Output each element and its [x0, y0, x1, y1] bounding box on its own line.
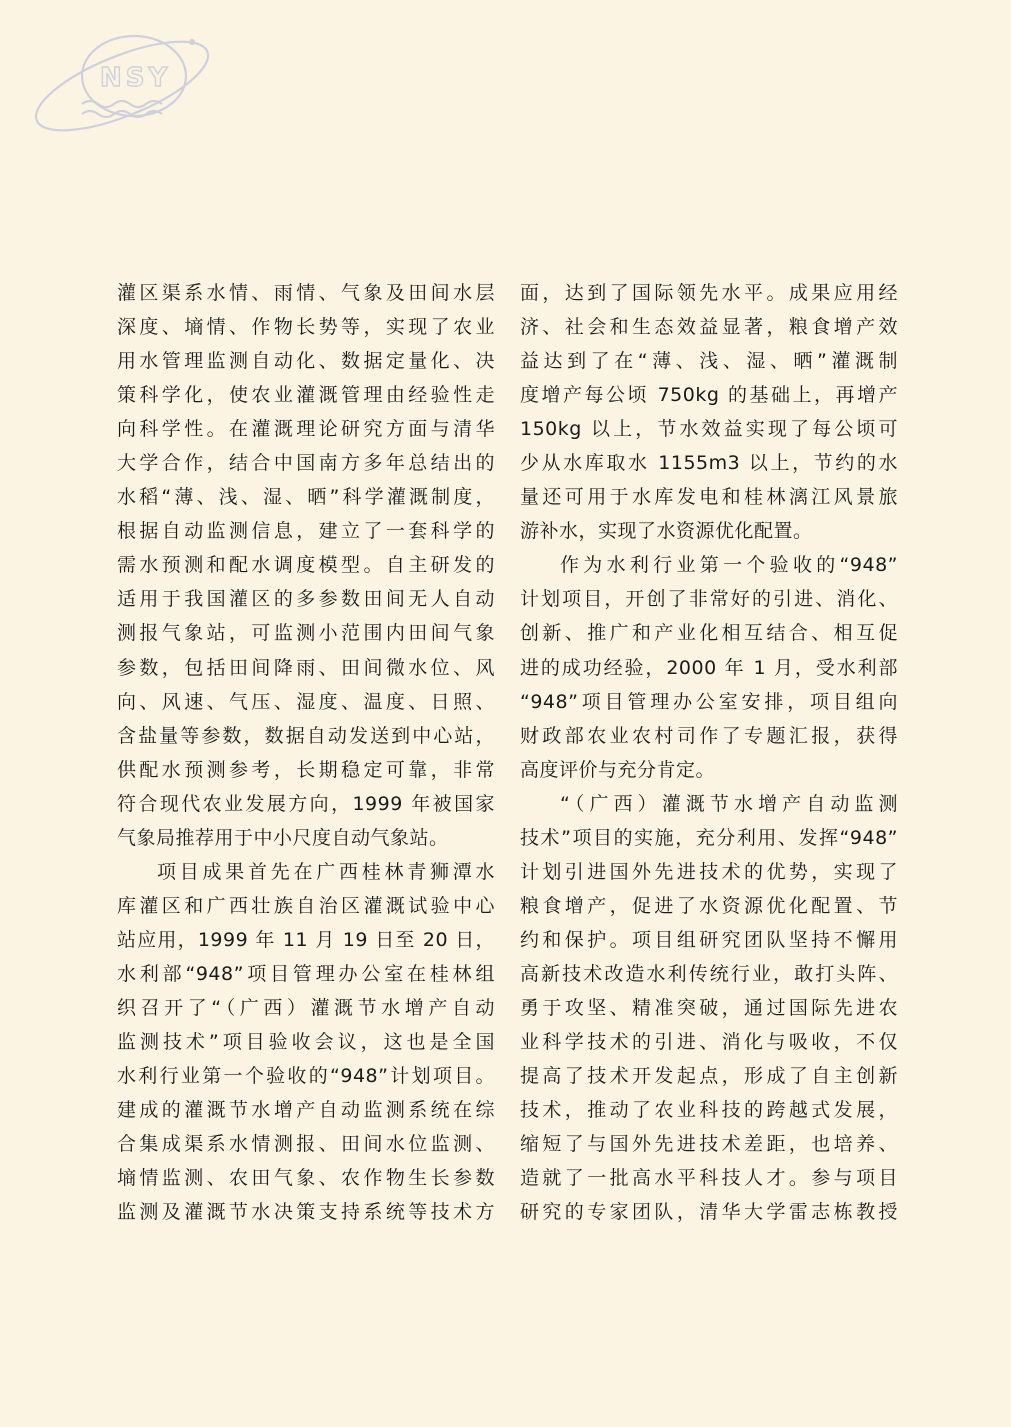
right-paragraph-1 [520, 276, 898, 548]
text-line: “948”项目管理办公室安排，项目组向 [520, 690, 898, 713]
text-line: 财政部农业农村司作了专题汇报，获得 [520, 724, 898, 747]
text-line: 站应用，1999 年 11 月 19 日至 20 日， [117, 928, 495, 951]
left-paragraph-2 [117, 855, 495, 1230]
text-line: 业科学技术的引进、消化与吸收，不仅 [520, 1031, 898, 1054]
nsy-logo [22, 24, 222, 134]
text-line: 量还可用于水库发电和桂林漓江风景旅 [520, 486, 898, 509]
text-line: 用水管理监测自动化、数据定量化、决 [117, 350, 495, 373]
text-line: 益达到了在“薄、浅、湿、晒”灌溉制 [520, 350, 898, 373]
text-line: 水利行业第一个验收的“948”计划项目。 [117, 1065, 495, 1088]
text-line: 根据自动监测信息，建立了一套科学的 [117, 520, 495, 543]
text-line: 150kg 以上，节水效益实现了每公顷可 [520, 418, 898, 441]
text-line: 监测技术”项目验收会议，这也是全国 [117, 1031, 495, 1054]
text-line: 提高了技术开发起点，形成了自主创新 [520, 1065, 898, 1088]
text-line: 符合现代农业发展方向，1999 年被国家 [117, 792, 495, 815]
text-line: 库灌区和广西壮族自治区灌溉试验中心 [117, 894, 495, 917]
text-line: 含盐量等参数，数据自动发送到中心站， [117, 724, 495, 747]
text-line: 策科学化，使农业灌溉管理由经验性走 [117, 384, 495, 407]
text-line: 织召开了“（广西）灌溉节水增产自动 [117, 996, 495, 1019]
text-line: 灌区渠系水情、雨情、气象及田间水层 [117, 282, 495, 304]
text-line: 大学合作，结合中国南方多年总结出的 [117, 452, 495, 475]
text-line: 少从水库取水 1155m3 以上，节约的水 [520, 452, 898, 475]
text-line: 测报气象站，可监测小范围内田间气象 [117, 622, 495, 645]
right-paragraph-3 [520, 787, 898, 1230]
text-line: 作为水利行业第一个验收的“948” [560, 554, 898, 577]
text-line: 缩短了与国外先进技术差距，也培养、 [520, 1133, 898, 1156]
text-line: 深度、墒情、作物长势等，实现了农业 [117, 316, 495, 339]
left-paragraph-1 [117, 276, 495, 855]
right-paragraph-2 [520, 548, 898, 786]
text-line: “（广西）灌溉节水增产自动监测 [560, 792, 898, 815]
text-line: 济、社会和生态效益显著，粮食增产效 [520, 316, 898, 339]
text-line: 监测及灌溉节水决策支持系统等技术方 [117, 1201, 495, 1224]
text-line: 粮食增产，促进了水资源优化配置、节 [520, 894, 898, 917]
text-line: 水利部“948”项目管理办公室在桂林组 [117, 962, 495, 985]
text-line: 项目成果首先在广西桂林青狮潭水 [157, 860, 495, 883]
text-line: 建成的灌溉节水增产自动监测系统在综 [117, 1099, 495, 1122]
text-line: 供配水预测参考，长期稳定可靠，非常 [117, 758, 495, 781]
text-line: 计划项目，开创了非常好的引进、消化、 [520, 588, 898, 611]
text-line: 高度评价与充分肯定。 [520, 758, 716, 781]
text-line: 高新技术改造水利传统行业，敢打头阵、 [520, 962, 898, 985]
text-line: 参数，包括田间降雨、田间微水位、风 [117, 656, 495, 679]
text-line: 游补水，实现了水资源优化配置。 [520, 520, 813, 543]
text-line: 向科学性。在灌溉理论研究方面与清华 [117, 418, 495, 441]
text-line: 向、风速、气压、湿度、温度、日照、 [117, 690, 495, 713]
left-column [117, 276, 495, 1229]
text-line: 面，达到了国际领先水平。成果应用经 [520, 282, 898, 304]
text-line: 度增产每公顷 750kg 的基础上，再增产 [520, 384, 898, 407]
text-line: 造就了一批高水平科技人才。参与项目 [520, 1167, 898, 1190]
text-line: 墒情监测、农田气象、农作物生长参数 [117, 1167, 495, 1190]
text-line: 技术”项目的实施，充分利用、发挥“948” [520, 826, 898, 849]
text-line: 需水预测和配水调度模型。自主研发的 [117, 554, 495, 577]
text-line: 约和保护。项目组研究团队坚持不懈用 [520, 928, 898, 951]
text-line: 创新、推广和产业化相互结合、相互促 [520, 622, 898, 645]
text-line: 研究的专家团队，清华大学雷志栋教授 [520, 1201, 898, 1224]
text-line: 水稻“薄、浅、湿、晒”科学灌溉制度， [117, 486, 495, 509]
text-line: 气象局推荐用于中小尺度自动气象站。 [117, 826, 449, 849]
text-line: 勇于攻坚、精准突破，通过国际先进农 [520, 996, 898, 1019]
text-line: 适用于我国灌区的多参数田间无人自动 [117, 588, 495, 611]
right-column [520, 276, 898, 1229]
logo-text: NSY [100, 63, 172, 93]
text-line: 合集成渠系水情测报、田间水位监测、 [117, 1133, 495, 1156]
text-line: 技术，推动了农业科技的跨越式发展， [520, 1099, 898, 1122]
text-line: 进的成功经验，2000 年 1 月，受水利部 [520, 656, 898, 679]
text-line: 计划引进国外先进技术的优势，实现了 [520, 860, 898, 883]
